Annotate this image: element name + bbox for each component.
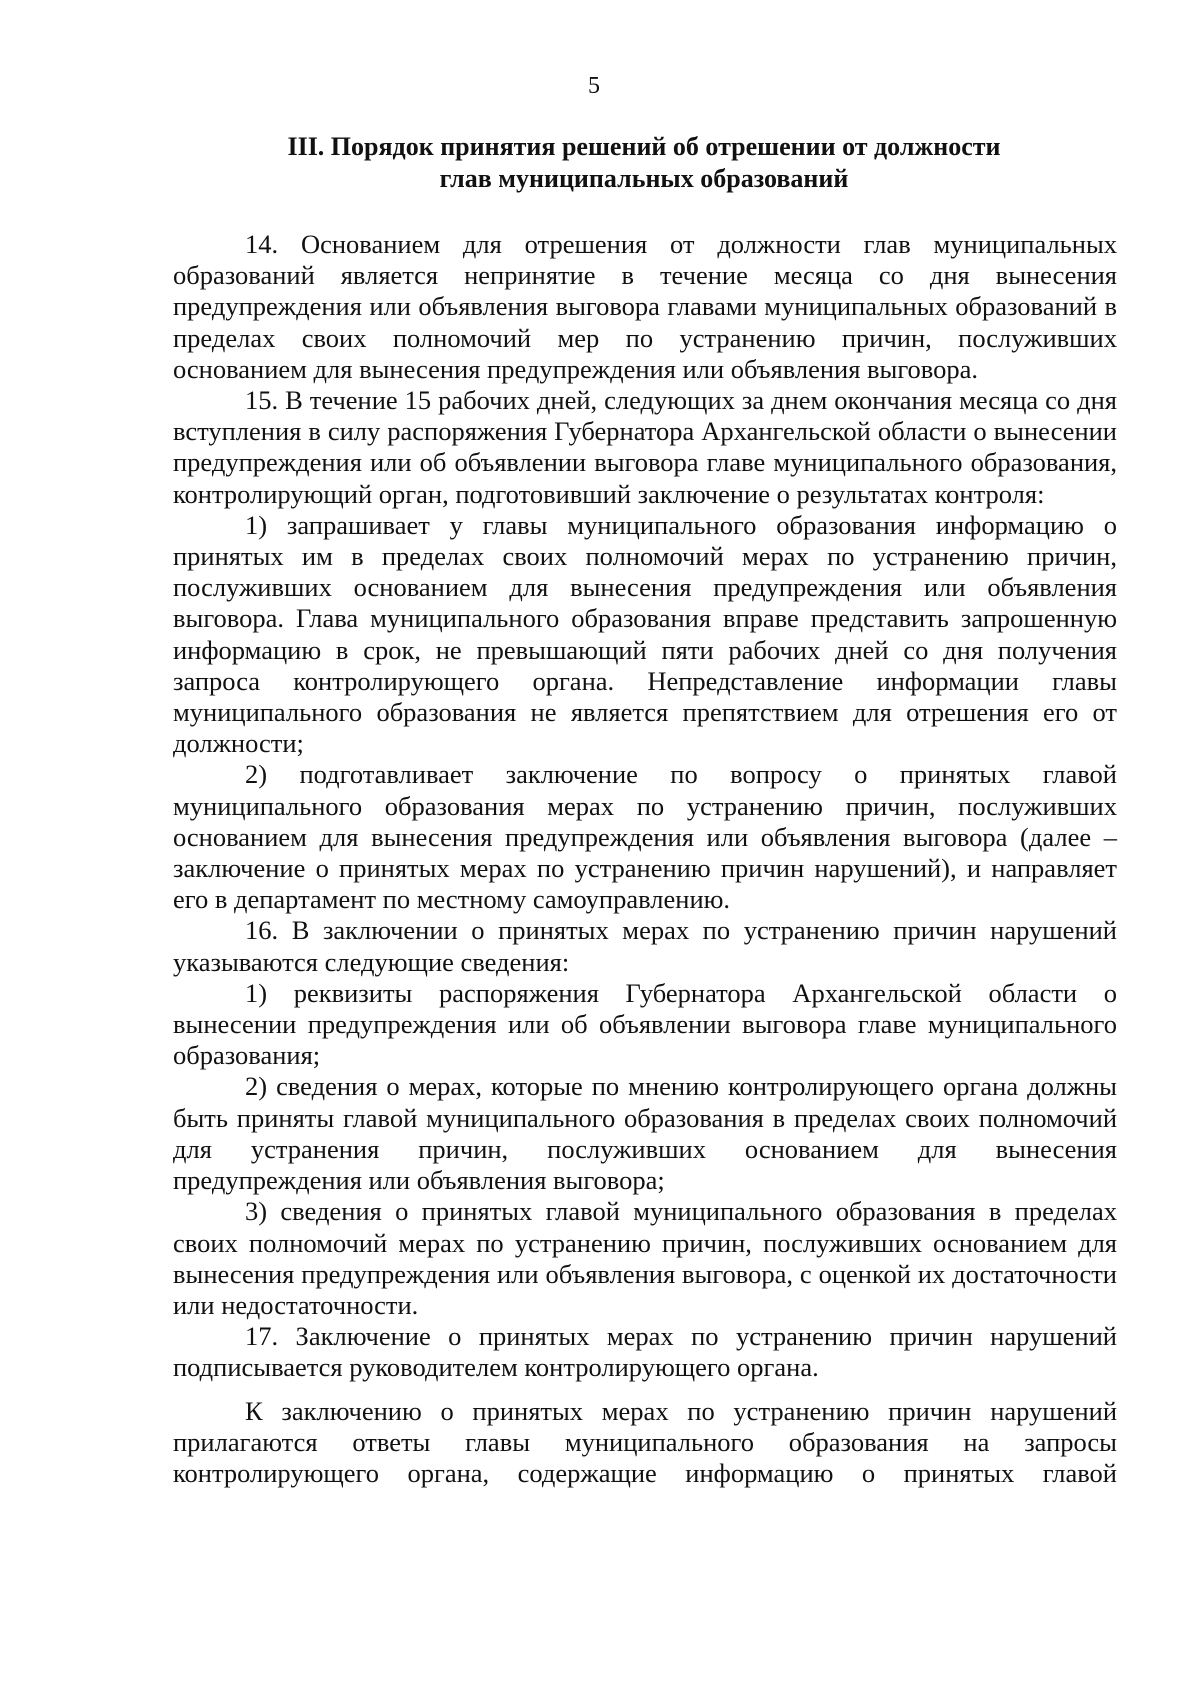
paragraph-16-item-3: 3) сведения о принятых главой муниципального образования в пределах своих полномочий мерах по устранению причин, послуживших основанием для вынесения предупреждения или объявления выговора, с оценкой их достаточности или недостаточности. bbox=[173, 1196, 1117, 1320]
section-title-line-1: III. Порядок принятия решений об отрешении от должности bbox=[287, 132, 1001, 161]
paragraph-15-item-2: 2) подготавливает заключение по вопросу о принятых главой муниципального образования мерах по устранению причин, послуживших основанием для вынесения предупреждения или объявления выговора (далее – заключение о принятых мерах по устранению причин нарушений), и направляет его в департамент по местному самоуправлению. bbox=[173, 759, 1117, 915]
paragraph-17-continuation: К заключению о принятых мерах по устранению причин нарушений прилагаются ответы главы муниципального образования на запросы контролирующего органа, содержащие информацию о принятых главой bbox=[173, 1395, 1117, 1488]
section-title bbox=[172, 131, 1116, 195]
section-title-line-2: глав муниципальных образований bbox=[439, 164, 849, 193]
paragraph-16: 16. В заключении о принятых мерах по устранению причин нарушений указываются следующие сведения: bbox=[173, 915, 1117, 977]
page-number: 5 bbox=[588, 73, 600, 99]
paragraph-15-item-1: 1) запрашивает у главы муниципального образования информацию о принятых им в пределах своих полномочий мерах по устранению причин, послуживших основанием для вынесения предупреждения или объявления выговора. Глава муниципального образования вправе представить запрошенную информацию в срок, не превышающий пяти рабочих дней со дня получения запроса контролирующего органа. Непредставление информации главы муниципального образования не является препятствием для отрешения его от должности; bbox=[173, 509, 1117, 759]
paragraph-14: 14. Основанием для отрешения от должности глав муниципальных образований является непринятие в течение месяца со дня вынесения предупреждения или объявления выговора главами муниципальных образований в пределах своих полномочий мер по устранению причин, послуживших основанием для вынесения предупреждения или объявления выговора. bbox=[173, 229, 1117, 384]
paragraph-15: 15. В течение 15 рабочих дней, следующих за днем окончания месяца со дня вступления в силу распоряжения Губернатора Архангельской области о вынесении предупреждения или об объявлении выговора главе муниципального образования, контролирующий орган, подготовивший заключение о результатах контроля: bbox=[173, 385, 1117, 509]
paragraph-16-item-2: 2) сведения о мерах, которые по мнению контролирующего органа должны быть приняты главой муниципального образования в пределах своих полномочий для устранения причин, послуживших основанием для вынесения предупреждения или объявления выговора; bbox=[173, 1071, 1117, 1196]
paragraph-16-item-1: 1) реквизиты распоряжения Губернатора Архангельской области о вынесении предупреждения или об объявлении выговора главе муниципального образования; bbox=[173, 977, 1117, 1071]
paragraph-17: 17. Заключение о принятых мерах по устранению причин нарушений подписывается руководителем контролирующего органа. bbox=[173, 1321, 1117, 1383]
document-body bbox=[173, 229, 1117, 1489]
